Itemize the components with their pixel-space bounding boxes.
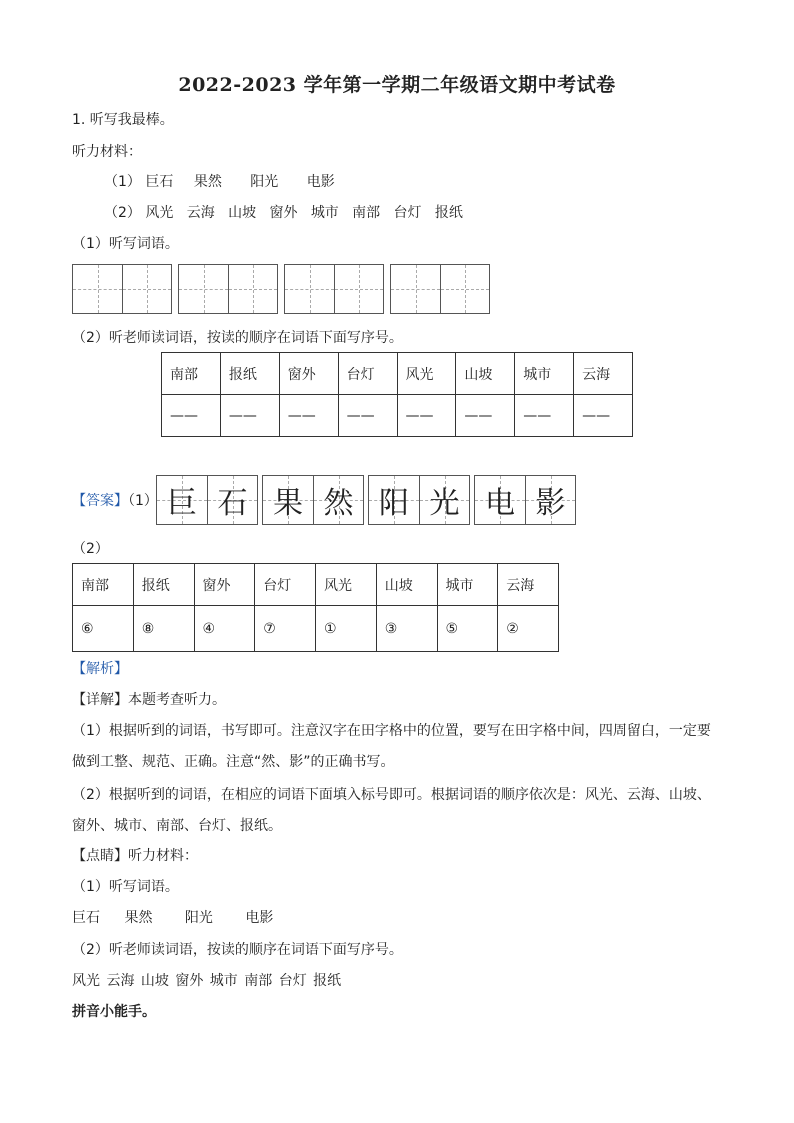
answer-table: [72, 563, 559, 652]
answer-char: 石: [217, 486, 248, 521]
tip-label: 【点睛】: [72, 848, 128, 864]
table-word: 山坡: [456, 353, 515, 395]
detail-label: 【详解】: [72, 692, 128, 708]
answer-table-number: ①: [316, 606, 377, 652]
answer-cell: [314, 476, 363, 524]
table-blank[interactable]: ——: [397, 395, 456, 437]
tip-word: 阳光: [184, 910, 213, 926]
material-word: 窗外: [269, 205, 298, 221]
writing-cell[interactable]: [441, 265, 489, 313]
answer-char: 果: [273, 486, 303, 521]
tip-word: 电影: [245, 910, 274, 926]
answer-table-number: ③: [376, 606, 437, 652]
writing-cell[interactable]: [391, 265, 441, 313]
answer-table-word: 窗外: [194, 564, 255, 606]
material-word: 果然: [193, 174, 222, 190]
answer-char: 电: [485, 486, 515, 521]
answer-char: 阳: [379, 486, 409, 521]
writing-cell[interactable]: [335, 265, 383, 313]
material-line-1: [104, 172, 335, 192]
table-blank[interactable]: ——: [338, 395, 397, 437]
answer-char: 巨: [167, 486, 197, 521]
material-label: 听力材料：: [72, 144, 142, 160]
answer-cell: [420, 476, 469, 524]
answer-table-word: 山坡: [376, 564, 437, 606]
answer-table-word: 云海: [498, 564, 559, 606]
table-blank[interactable]: ——: [220, 395, 279, 437]
material-word: 城市: [310, 205, 339, 221]
answer-table-number: ⑦: [255, 606, 316, 652]
answer-cell: [157, 476, 208, 524]
table-word: 南部: [162, 353, 221, 395]
tip-words-2: 风光 云海 山坡 窗外 城市 南部 台灯 报纸: [72, 973, 342, 989]
answer-char: 然: [323, 486, 354, 521]
answer-grid-box: [262, 475, 364, 525]
table-blank[interactable]: ——: [456, 395, 515, 437]
tip-text: 听力材料：: [128, 848, 198, 864]
table-word: 台灯: [338, 353, 397, 395]
answer-table-number: ⑧: [133, 606, 194, 652]
writing-cell[interactable]: [73, 265, 123, 313]
answer-label: 【答案】: [72, 493, 128, 509]
answer-table-word: 城市: [437, 564, 498, 606]
table-word: 云海: [574, 353, 633, 395]
writing-cell[interactable]: [179, 265, 229, 313]
material-word: 云海: [186, 205, 215, 221]
material-word: 台灯: [393, 205, 422, 221]
answer-part-1-prefix: （1）: [128, 493, 158, 509]
word-order-table: [161, 352, 633, 437]
answer-table-word: 南部: [73, 564, 134, 606]
writing-grid-box[interactable]: [284, 264, 384, 314]
part-1-label: （1）听写词语。: [72, 236, 179, 252]
material-word: 报纸: [434, 205, 463, 221]
detail-text: 本题考查听力。: [128, 692, 226, 708]
analysis-paragraph-2-line-2: 窗外、城市、南部、台灯、报纸。: [72, 818, 282, 834]
answer-char: 光: [429, 486, 460, 521]
material-line-2-prefix: （2）: [104, 205, 141, 221]
answer-cell: [475, 476, 526, 524]
answer-table-number: ⑥: [73, 606, 134, 652]
question-2-heading: 拼音小能手。: [72, 1004, 156, 1020]
tip-part-2: （2）听老师读词语，按读的顺序在词语下面写序号。: [72, 942, 403, 958]
table-word: 报纸: [220, 353, 279, 395]
table-word: 城市: [515, 353, 574, 395]
material-word: 巨石: [145, 174, 174, 190]
material-line-1-prefix: （1）: [104, 174, 141, 190]
material-word: 山坡: [228, 205, 257, 221]
tip-word: 果然: [124, 910, 153, 926]
table-blank[interactable]: ——: [279, 395, 338, 437]
analysis-paragraph-1-line-2: 做到工整、规范、正确。注意“然、影”的正确书写。: [72, 754, 395, 770]
material-word: 阳光: [250, 174, 279, 190]
writing-grid-box[interactable]: [390, 264, 490, 314]
part-2-label: （2）听老师读词语，按读的顺序在词语下面写序号。: [72, 330, 403, 346]
answer-part-2-prefix: （2）: [72, 541, 109, 557]
answer-grid-box: [156, 475, 258, 525]
question-1-heading: 1. 听写我最棒。: [72, 112, 174, 128]
answer-table-number: ⑤: [437, 606, 498, 652]
tip-part-1: （1）听写词语。: [72, 879, 179, 895]
answer-table-number: ④: [194, 606, 255, 652]
answer-table-word: 风光: [316, 564, 377, 606]
analysis-paragraph-1-line-1: （1）根据听到的词语，书写即可。注意汉字在田字格中的位置，要写在田字格中间，四周留白，一定要: [72, 723, 711, 739]
answer-cell: [369, 476, 420, 524]
answer-grid-box: [368, 475, 470, 525]
table-blank[interactable]: ——: [162, 395, 221, 437]
writing-cell[interactable]: [229, 265, 277, 313]
answer-table-number: ②: [498, 606, 559, 652]
tip-words-1: [72, 908, 273, 928]
answer-grid-box: [474, 475, 576, 525]
writing-cell[interactable]: [285, 265, 335, 313]
table-word: 窗外: [279, 353, 338, 395]
answer-cell: [263, 476, 314, 524]
table-blank[interactable]: ——: [515, 395, 574, 437]
material-word: 电影: [306, 174, 335, 190]
material-line-2: [104, 203, 463, 223]
detail-line: [72, 690, 226, 710]
answer-cell: [526, 476, 575, 524]
tip-line: [72, 846, 198, 866]
material-word: 风光: [145, 205, 174, 221]
answer-line: [72, 491, 158, 511]
writing-grid-box[interactable]: [72, 264, 172, 314]
table-blank[interactable]: ——: [574, 395, 633, 437]
answer-table-word: 报纸: [133, 564, 194, 606]
analysis-paragraph-2-line-1: （2）根据听到的词语，在相应的词语下面填入标号即可。根据词语的顺序依次是：风光、云海、山坡、: [72, 787, 711, 803]
writing-grid-box[interactable]: [178, 264, 278, 314]
answer-table-word: 台灯: [255, 564, 316, 606]
table-word: 风光: [397, 353, 456, 395]
answer-cell: [208, 476, 257, 524]
answer-char: 影: [535, 486, 566, 521]
analysis-label: 【解析】: [72, 661, 128, 677]
material-word: 南部: [352, 205, 381, 221]
tip-word: 巨石: [72, 910, 100, 926]
page-title: 2022-2023 学年第一学期二年级语文期中考试卷: [178, 74, 616, 96]
writing-cell[interactable]: [123, 265, 171, 313]
